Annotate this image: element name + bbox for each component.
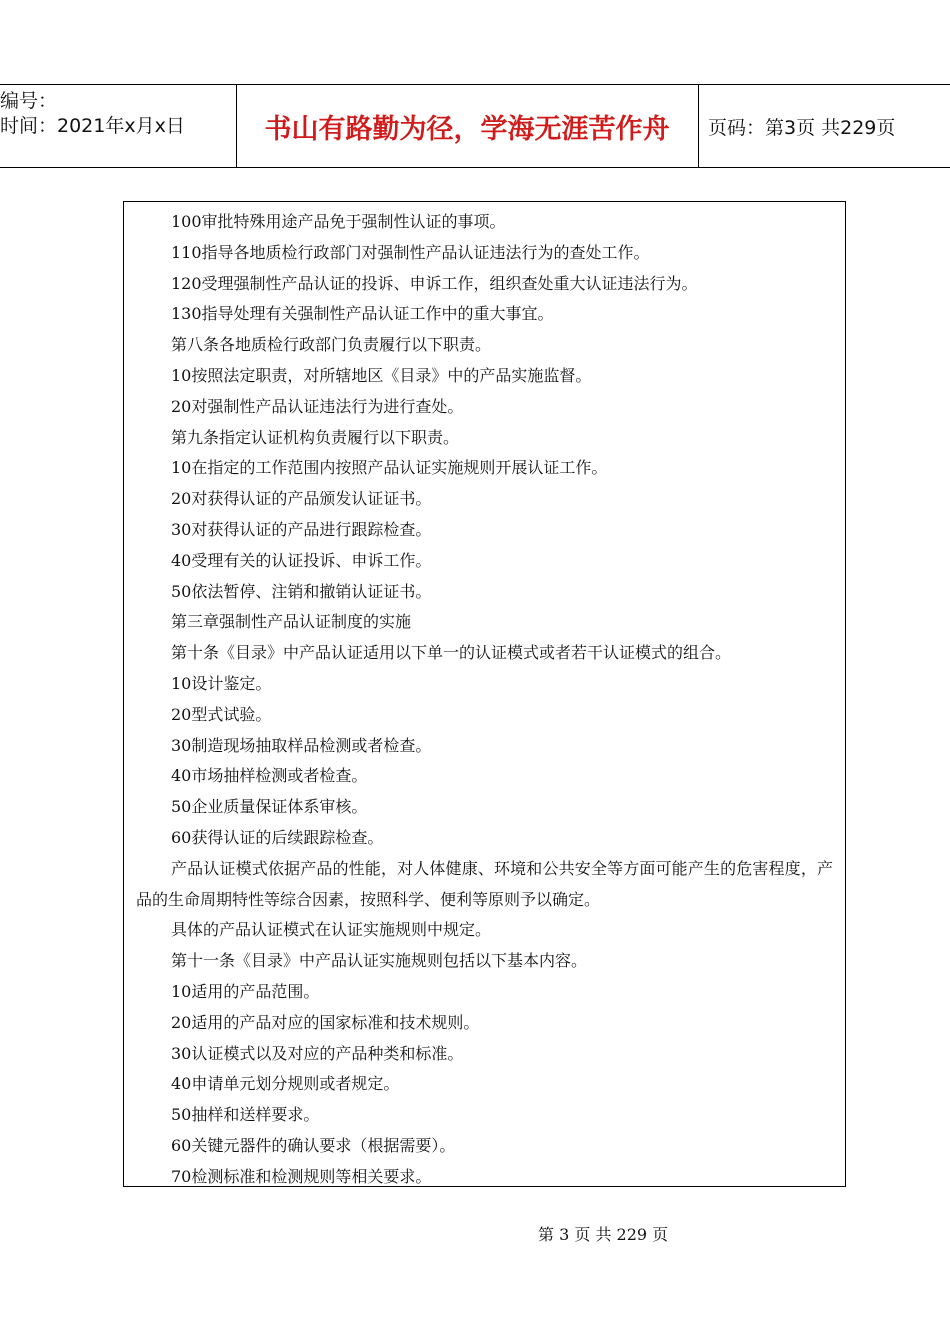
paragraph: 40申请单元划分规则或者规定。 [171, 1074, 400, 1094]
paragraph: 50依法暂停、注销和撤销认证证书。 [171, 581, 432, 601]
paragraph: 110指导各地质检行政部门对强制性产品认证违法行为的查处工作。 [171, 242, 650, 262]
paragraph: 10设计鉴定。 [171, 673, 272, 693]
paragraph: 60获得认证的后续跟踪检查。 [171, 827, 384, 847]
header-meta-cell [0, 85, 237, 167]
paragraph: 第十条《目录》中产品认证适用以下单一的认证模式或者若干认证模式的组合。 [171, 643, 732, 663]
paragraph: 具体的产品认证模式在认证实施规则中规定。 [171, 920, 492, 940]
paragraph: 10适用的产品范围。 [171, 981, 320, 1001]
paragraph: 100审批特殊用途产品免于强制性认证的事项。 [171, 212, 506, 231]
page-footer: 第 3 页 共 229 页 [538, 1225, 669, 1244]
header-page-cell [698, 85, 950, 167]
document-number-label: 编号： [0, 90, 58, 112]
paragraph: 10按照法定职责，对所辖地区《目录》中的产品实施监督。 [171, 365, 592, 385]
paragraph: 第八条各地质检行政部门负责履行以下职责。 [171, 335, 492, 355]
paragraph: 40受理有关的认证投诉、申诉工作。 [171, 550, 432, 570]
header-page-info: 页码：第3页 共229页 [708, 116, 896, 139]
paragraph: 20对获得认证的产品颁发认证证书。 [171, 489, 432, 509]
paragraph: 50企业质量保证体系审核。 [171, 797, 368, 817]
paragraph: 第九条指定认证机构负责履行以下职责。 [171, 427, 460, 447]
paragraph: 130指导处理有关强制性产品认证工作中的重大事宜。 [171, 304, 554, 324]
paragraph: 40市场抽样检测或者检查。 [171, 766, 368, 786]
paragraph: 产品认证模式依据产品的性能，对人体健康、环境和公共安全等方面可能产生的危害程度，产品的生命周期特性等综合因素，按照科学、便利等原则予以确定。 [136, 858, 833, 909]
document-time-label: 时间：2021年x月x日 [0, 115, 185, 137]
paragraph: 60关键元器件的确认要求（根据需要）。 [171, 1135, 456, 1155]
paragraph: 120受理强制性产品认证的投诉、申诉工作，组织查处重大认证违法行为。 [171, 273, 698, 293]
paragraph: 10在指定的工作范围内按照产品认证实施规则开展认证工作。 [171, 458, 608, 478]
paragraph: 50抽样和送样要求。 [171, 1105, 320, 1125]
paragraph: 30认证模式以及对应的产品种类和标准。 [171, 1043, 464, 1063]
paragraph: 20对强制性产品认证违法行为进行查处。 [171, 396, 464, 416]
paragraph: 20型式试验。 [171, 704, 272, 724]
header-motto: 书山有路勤为径，学海无涯苦作舟 [264, 113, 670, 145]
paragraph: 70检测标准和检测规则等相关要求。 [171, 1166, 432, 1186]
paragraph: 第三章强制性产品认证制度的实施 [171, 612, 412, 632]
header-motto-cell [236, 85, 699, 167]
document-header [0, 84, 950, 168]
paragraph: 30制造现场抽取样品检测或者检查。 [171, 735, 432, 755]
document-body-box [123, 201, 846, 1187]
paragraph: 30对获得认证的产品进行跟踪检查。 [171, 519, 432, 539]
paragraph: 20适用的产品对应的国家标准和技术规则。 [171, 1012, 480, 1032]
paragraph: 第十一条《目录》中产品认证实施规则包括以下基本内容。 [171, 951, 588, 971]
